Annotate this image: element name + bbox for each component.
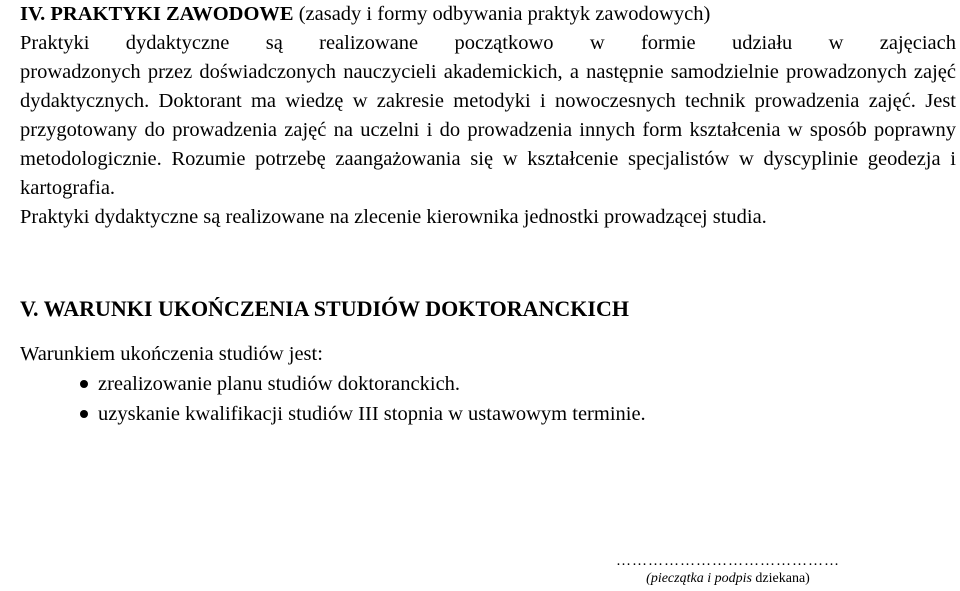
signature-block (500, 552, 956, 588)
section-v-bullet-list (20, 370, 646, 430)
section-v-heading: V. WARUNKI UKOŃCZENIA STUDIÓW DOKTORANCKICH (20, 296, 629, 321)
list-item (20, 400, 646, 428)
section-iv-paragraph-1: prowadzonych przez doświadczonych nauczycieli akademickich, a następnie samodzielnie prowadzonych zajęć dydaktycznych. Doktorant ma wiedzę w zakresie metodyki i nowoczesnych technik prowadzenia zajęć. Jest przygotowany do prowadzenia zajęć na uczelni i do prowadzenia innych form kształcenia w sposób poprawny metodologicznie. Rozumie potrzebę zaangażowania się w kształcenie specjalistów w dyscyplinie geodezja i kartografia. (20, 61, 956, 199)
section-iv-subtitle: (zasady i formy odbywania praktyk zawodowych) (298, 3, 711, 25)
bullet-icon (80, 380, 88, 388)
section-iv-paragraph-2: Praktyki dydaktyczne są realizowane na zlecenie kierownika jednostki prowadzącej studia. (20, 206, 767, 228)
list-item (20, 370, 646, 398)
signature-caption-italic: (pieczątka i podpis (646, 571, 752, 586)
section-iv (20, 0, 956, 232)
section-iv-number: IV. (20, 3, 46, 25)
signature-caption-plain: dziekana) (755, 571, 810, 586)
signature-caption (500, 570, 956, 588)
section-v-intro: Warunkiem ukończenia studiów jest: (20, 343, 323, 365)
section-iv-heading-line (20, 0, 956, 29)
section-iv-title: PRAKTYKI ZAWODOWE (50, 3, 294, 25)
document-page (20, 0, 956, 586)
signature-line: …………………………………… (616, 553, 840, 569)
list-item-text: zrealizowanie planu studiów doktoranckich. (98, 373, 461, 395)
section-iv-paragraph-1-first-line: Praktyki dydaktyczne są realizowane początkowo w formie udziału w zajęciach (20, 32, 956, 54)
list-item-text: uzyskanie kwalifikacji studiów III stopnia w ustawowym terminie. (98, 403, 646, 425)
bullet-icon (80, 410, 88, 418)
